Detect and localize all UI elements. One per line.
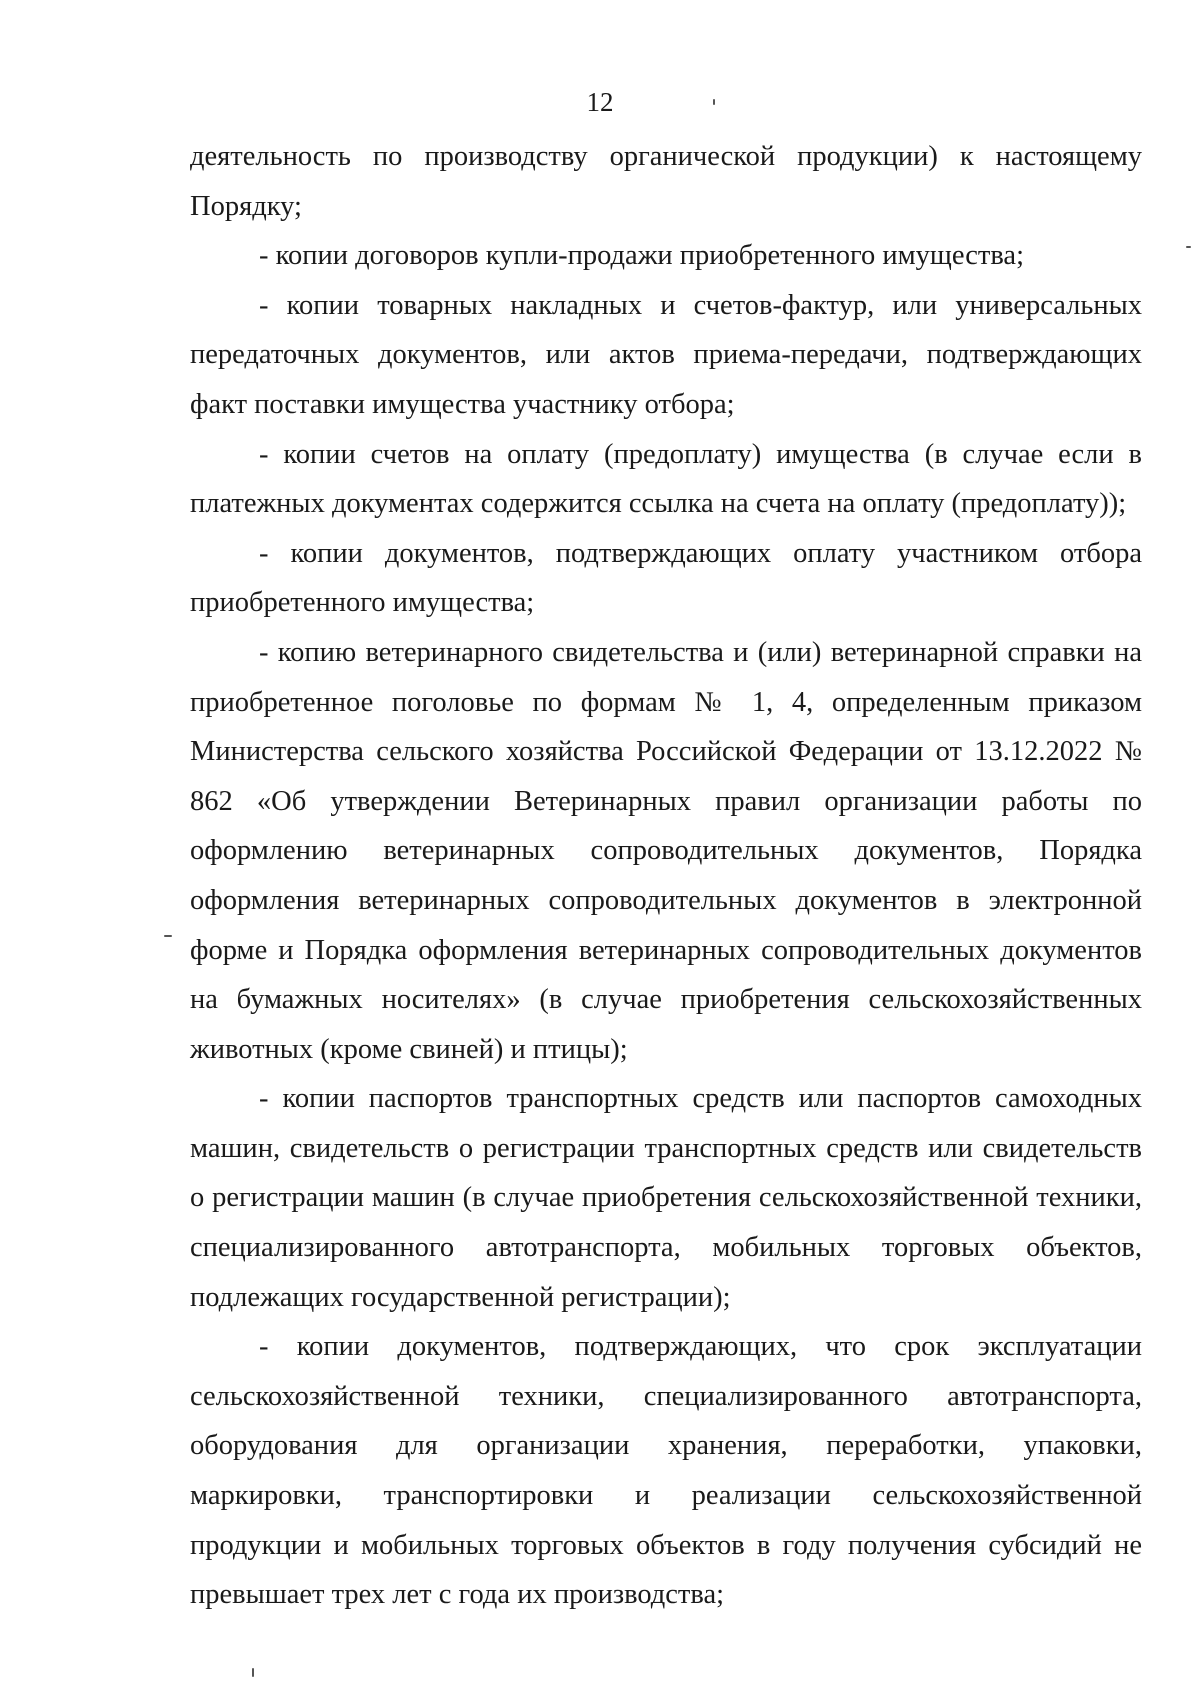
paragraph-payment-proof: - копии документов, подтверждающих оплату участником отбора приобретенного имущества; <box>190 537 1142 619</box>
page-number: 12 <box>586 87 614 117</box>
paragraph-invoices: - копии товарных накладных и счетов-фактур, или универсальных передаточных документов, или актов приема-передачи, подтверждающих факт поставки имущества участнику отбора; <box>190 289 1142 420</box>
scan-speck <box>252 1668 254 1677</box>
scan-speck <box>713 99 715 105</box>
paragraph-continuation: деятельность по производству органической продукции) к настоящему Порядку; <box>190 141 1142 222</box>
scan-speck <box>1186 246 1191 248</box>
paragraph-payment-bills: - копии счетов на оплату (предоплату) имущества (в случае если в платежных документах содержится ссылка на счета на оплату (предоплату)); <box>190 438 1142 520</box>
paragraph-operation-period: - копии документов, подтверждающих, что срок эксплуатации сельскохозяйственной техники, специализированного автотранспорта, оборудования для организации хранения, переработки, упаковки, маркировки, транспортировки и реализации сельскохозяйственной продукции и мобильных торговых объектов в году получения субсидий не превышает трех лет с года их производства; <box>190 1331 1142 1611</box>
paragraph-purchase-contracts: - копии договоров купли-продажи приобретенного имущества; <box>259 240 1024 272</box>
scan-speck <box>164 935 172 937</box>
paragraph-veterinary-certificate: - копию ветеринарного свидетельства и (или) ветеринарной справки на приобретенное поголовье по формам № 1, 4, определенным приказом Министерства сельского хозяйства Российской Федерации от 13.12.2022 № 862 «Об утверждении Ветеринарных правил организации работы по оформлению ветеринарных сопроводительных документов, Порядка оформления ветеринарных сопроводительных документов в электронной форме и Порядка оформления ветеринарных сопроводительных документов на бумажных носителях» (в случае приобретения сельскохозяйственных животных (кроме свиней) и птицы); <box>190 636 1142 1065</box>
paragraph-vehicle-passports: - копии паспортов транспортных средств или паспортов самоходных машин, свидетельств о регистрации транспортных средств или свидетельств о регистрации машин (в случае приобретения сельскохозяйственной техники, специализированного автотранспорта, мобильных торговых объектов, подлежащих государственной регистрации); <box>190 1083 1142 1313</box>
document-body <box>190 132 1142 1620</box>
